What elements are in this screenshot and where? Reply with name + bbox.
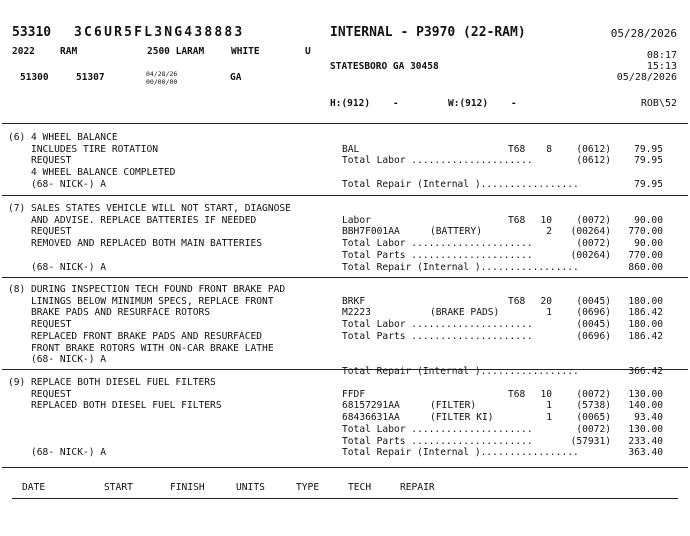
charge-qty: 10 [540,388,552,400]
charge-code: Total Labor ..................... [342,238,533,250]
line-number: (8) [8,284,26,295]
vehicle-color: WHITE [231,46,260,57]
ro-number: 53310 [12,25,52,40]
charge-ref: (5738) [576,400,611,412]
mileage-in: 51300 [20,72,49,83]
line-description: (68- NICK-) A [31,178,107,190]
charge-qty: 2 [546,226,552,238]
section-divider [2,467,688,468]
charge-qty: 1 [546,307,552,319]
charge-amount: 90.00 [634,238,663,250]
line-description: AND ADVISE. REPLACE BATTERIES IF NEEDED [31,214,257,226]
vehicle-year: 2022 [12,46,35,57]
footer-col-type: TYPE [296,482,320,493]
close-date: 00/00/00 [146,78,178,86]
line-description: BRAKE PADS AND RESURFACE ROTORS [31,307,211,319]
vehicle-model: 2500 LARAM [147,46,205,57]
footer-col-repair: REPAIR [400,482,435,493]
line-description: 4 WHEEL BALANCE COMPLETED [31,167,176,179]
line-number: (7) [8,203,26,214]
line-description: SALES STATES VEHICLE WILL NOT START, DIAGNOSE [31,203,291,214]
charge-qty: 8 [546,143,552,155]
line-description: REQUEST [31,319,72,331]
line-description: 4 WHEEL BALANCE [31,132,118,143]
charge-code: 68436631AA [342,412,400,424]
document-title: INTERNAL - P3970 (22-RAM) [330,25,526,40]
charge-code: Total Repair (Internal )................. [342,178,579,190]
line-description: DURING INSPECTION TECH FOUND FRONT BRAKE PAD [31,284,286,295]
charge-amount: 90.00 [634,214,663,226]
charge-code: Total Parts ..................... [342,330,533,342]
line-description: FRONT BRAKE ROTORS WITH ON-CAR BRAKE LATHE [31,342,274,354]
line-description: (68- NICK-) A [31,354,107,366]
charge-ref: (0072) [576,423,611,435]
charge-description: (BATTERY) [430,226,482,238]
charge-amount: 363.40 [628,447,663,459]
charge-amount: 180.00 [628,319,663,331]
footer-col-start: START [104,482,133,493]
time-out: 15:13 [646,61,677,72]
charge-amount: 130.00 [628,423,663,435]
charge-ref: (57931) [570,435,611,447]
advisor-code: ROB\52 [640,98,677,109]
charge-amount: 130.00 [628,388,663,400]
charge-amount: 180.00 [628,295,663,307]
mileage-out: 51307 [76,72,105,83]
charge-amount: 770.00 [628,249,663,261]
charge-code: Total Repair (Internal )................. [342,365,579,377]
charge-code: Total Repair (Internal )................. [342,447,579,459]
header-date: 05/28/2026 [610,27,677,40]
charge-code: 68157291AA [342,400,400,412]
charge-ref: (0612) [576,155,611,167]
charge-ref: (0612) [576,143,611,155]
work-phone: W:(912) - [448,98,517,109]
charge-qty: 10 [540,214,552,226]
line-number: (9) [8,377,26,388]
charge-amount: 186.42 [628,330,663,342]
line-description: REPLACE BOTH DIESEL FUEL FILTERS [31,377,216,388]
line-description: REPLACED BOTH DIESEL FUEL FILTERS [31,400,222,412]
line-number: (6) [8,132,26,143]
charge-code: BAL [342,143,360,155]
charge-ref: (0072) [576,238,611,250]
charge-code: Total Repair (Internal )................. [342,261,579,273]
footer-underline [12,498,678,499]
line-description: REQUEST [31,226,72,238]
charge-code: Total Parts ..................... [342,249,533,261]
charge-code: Total Parts ..................... [342,435,533,447]
charge-ref: (00264) [570,226,611,238]
footer-col-date: DATE [22,482,46,493]
vehicle-code: U [305,46,311,57]
charge-ref: (0696) [576,330,611,342]
charge-qty: 1 [546,412,552,424]
charge-tech: T68 [508,388,526,400]
charge-amount: 140.00 [628,400,663,412]
charge-amount: 233.40 [628,435,663,447]
charge-description: (FILTER) [430,400,477,412]
charge-code: Total Labor ..................... [342,319,533,331]
city-state-zip: STATESBORO GA 30458 [330,61,439,72]
line-description: INCLUDES TIRE ROTATION [31,143,159,155]
charge-code: Labor [342,214,371,226]
charge-tech: T68 [508,143,526,155]
charge-qty: 20 [540,295,552,307]
promised-date: 05/28/2026 [616,72,677,83]
footer-col-units: UNITS [236,482,265,493]
line-description: REQUEST [31,155,72,167]
charge-amount: 366.42 [628,365,663,377]
charge-code: Total Labor ..................... [342,423,533,435]
charge-description: (FILTER KI) [430,412,494,424]
line-description: REMOVED AND REPLACED BOTH MAIN BATTERIES [31,238,263,250]
home-phone: H:(912) - [330,98,399,109]
vin: 3C6UR5FL3NG438883 [74,25,245,40]
line-description: LININGS BELOW MINIMUM SPECS, REPLACE FRONT [31,295,274,307]
charge-ref: (0072) [576,214,611,226]
charge-ref: (00264) [570,249,611,261]
time-in: 08:17 [646,50,677,61]
charge-tech: T68 [508,214,526,226]
charge-amount: 770.00 [628,226,663,238]
line-description: (68- NICK-) A [31,447,107,459]
charge-amount: 93.40 [634,412,663,424]
charge-amount: 79.95 [634,178,663,190]
section-divider [2,277,688,278]
charge-ref: (0065) [576,412,611,424]
charge-code: BRKF [342,295,366,307]
open-date: 04/28/26 [146,70,178,78]
charge-ref: (0045) [576,319,611,331]
charge-description: (BRAKE PADS) [430,307,500,319]
charge-tech: T68 [508,295,526,307]
charge-ref: (0072) [576,388,611,400]
line-description: REPLACED FRONT BRAKE PADS AND RESURFACED [31,330,263,342]
line-description: REQUEST [31,388,72,400]
footer-col-tech: TECH [348,482,372,493]
section-divider [2,123,688,124]
charge-ref: (0696) [576,307,611,319]
state: GA [230,72,242,83]
footer-col-finish: FINISH [170,482,205,493]
charge-code: Total Labor ..................... [342,155,533,167]
charge-code: M2223 [342,307,371,319]
charge-ref: (0045) [576,295,611,307]
section-divider [2,195,688,196]
charge-amount: 186.42 [628,307,663,319]
charge-amount: 79.95 [634,143,663,155]
vehicle-make: RAM [60,46,78,57]
charge-code: FFDF [342,388,366,400]
charge-qty: 1 [546,400,552,412]
charge-code: BBH7F001AA [342,226,400,238]
line-description: (68- NICK-) A [31,261,107,273]
charge-amount: 860.00 [628,261,663,273]
charge-amount: 79.95 [634,155,663,167]
